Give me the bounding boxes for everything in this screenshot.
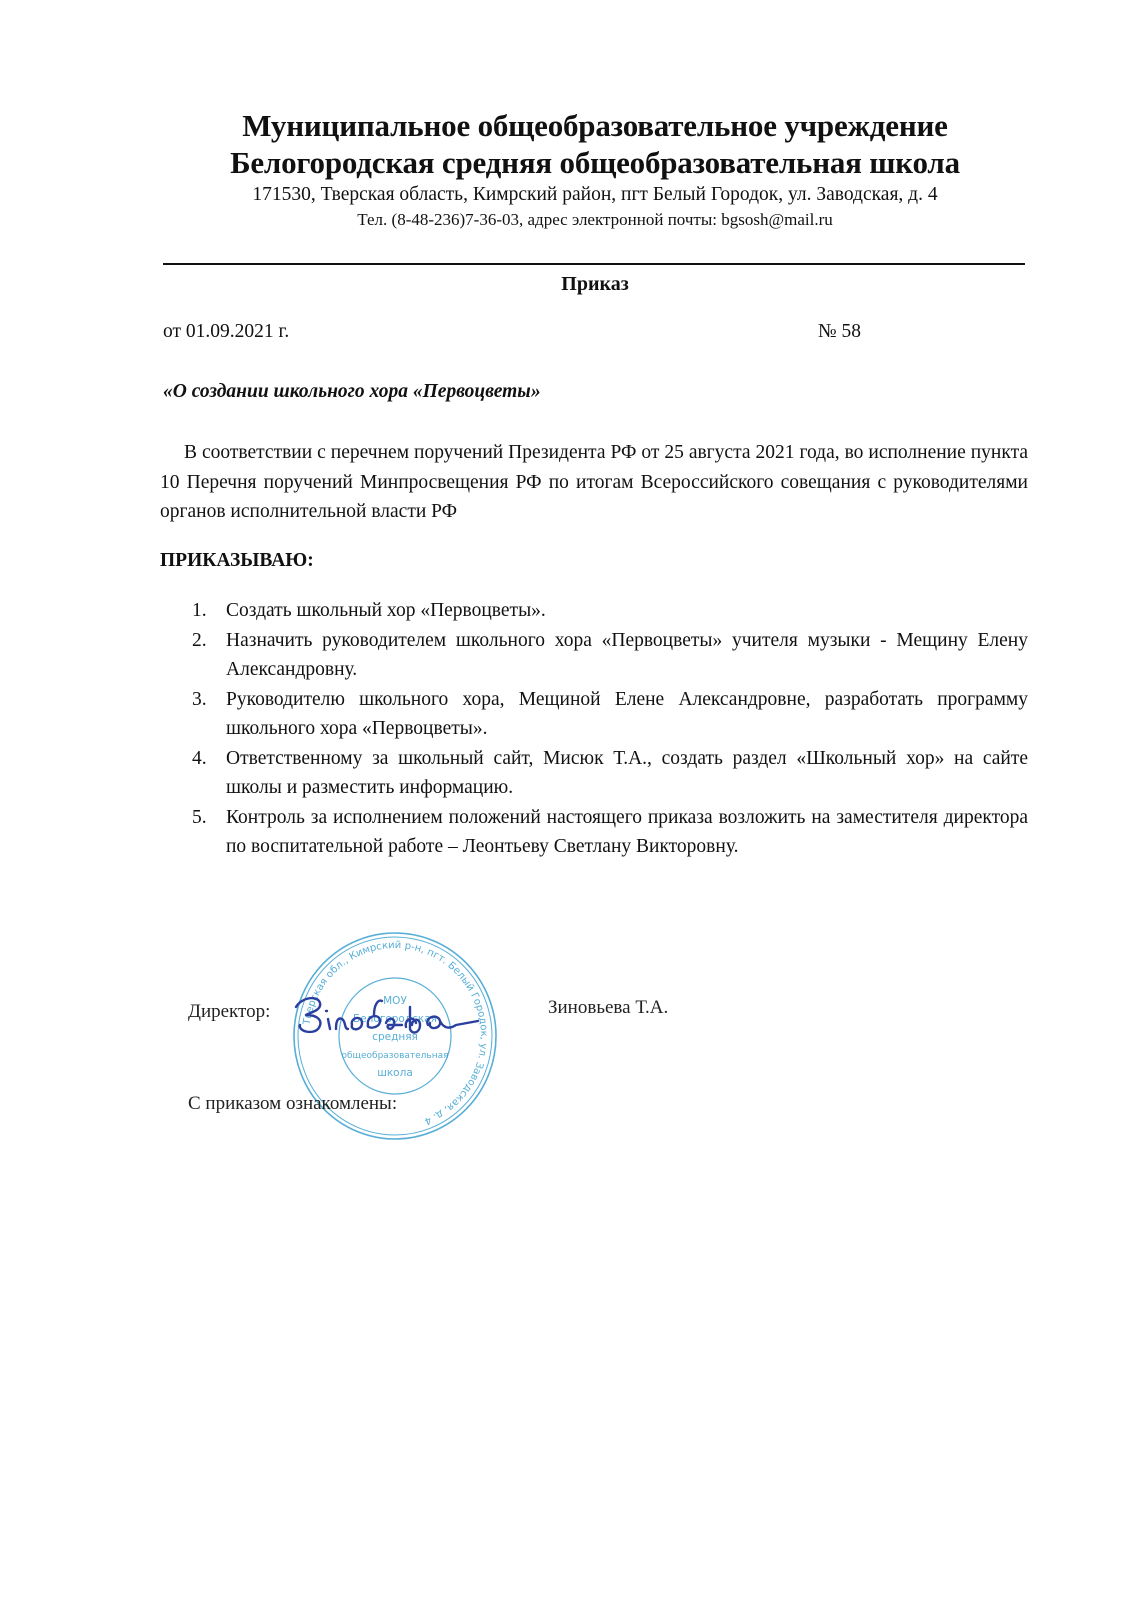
document-number: № 58 <box>818 321 861 342</box>
org-name-line2: Белогородская средняя общеобразовательная школа <box>230 145 960 180</box>
order-item-text: Назначить руководителем школьного хора «Первоцветы» учителя музыки - Мещину Елену Александровну. <box>226 629 1028 680</box>
org-address: 171530, Тверская область, Кимрский район, пгт Белый Городок, ул. Заводская, д. 4 <box>252 184 938 205</box>
preamble-paragraph: В соответствии с перечнем поручений Президента РФ от 25 августа 2021 года, во исполнение пункта 10 Перечня поручений Минпросвещения РФ по итогам Всероссийского совещания с руководителями органов исполнительной власти РФ <box>160 442 1028 522</box>
org-name-line1: Муниципальное общеобразовательное учреждение <box>242 108 948 143</box>
order-item-number: 2. <box>192 629 207 651</box>
order-item-text: Руководителю школьного хора, Мещиной Елене Александровне, разработать программу школьного хора «Первоцветы». <box>226 688 1028 739</box>
document-type: Приказ <box>561 273 629 295</box>
stamp-center-line: общеобразовательная <box>341 1051 449 1061</box>
document-date: от 01.09.2021 г. <box>163 321 290 342</box>
stamp-center-line: МОУ <box>383 995 407 1007</box>
order-item-number: 5. <box>192 806 207 828</box>
handwritten-signature <box>288 985 488 1040</box>
order-item-number: 3. <box>192 688 207 710</box>
stamp-center-line: школа <box>377 1067 413 1079</box>
order-item <box>160 803 1028 862</box>
header-divider <box>163 263 1025 265</box>
order-item <box>160 685 1028 744</box>
org-contacts: Тел. (8-48-236)7-36-03, адрес электронной почты: bgsosh@mail.ru <box>357 210 833 229</box>
order-heading: ПРИКАЗЫВАЮ: <box>160 550 314 571</box>
order-item-number: 4. <box>192 747 207 769</box>
acquainted-label: С приказом ознакомлены: <box>188 1093 398 1114</box>
stamp-center-line: средняя <box>372 1031 418 1043</box>
order-item <box>160 596 1028 626</box>
order-item <box>160 744 1028 803</box>
document-subject: «О создании школьного хора «Первоцветы» <box>163 381 541 402</box>
signature-block <box>160 925 740 1145</box>
order-item-text: Контроль за исполнением положений настоящего приказа возложить на заместителя директора по воспитательной работе – Леонтьеву Светлану Викторовну. <box>226 806 1028 857</box>
stamp-center-line: Белогородская <box>353 1013 437 1025</box>
order-item <box>160 626 1028 685</box>
director-name: Зиновьева Т.А. <box>548 997 669 1018</box>
director-label: Директор: <box>188 1001 271 1022</box>
order-item-text: Создать школьный хор «Первоцветы». <box>226 600 546 621</box>
order-item-number: 1. <box>192 600 207 621</box>
order-items-list <box>160 596 1028 862</box>
stamp-outer-text: Тверская обл., Кимрский р-н, пгт. Белый Городок, ул. Заводская, д. 4 <box>301 939 490 1127</box>
order-item-text: Ответственному за школьный сайт, Мисюк Т.А., создать раздел «Школьный хор» на сайте школы и разместить информацию. <box>226 747 1028 798</box>
